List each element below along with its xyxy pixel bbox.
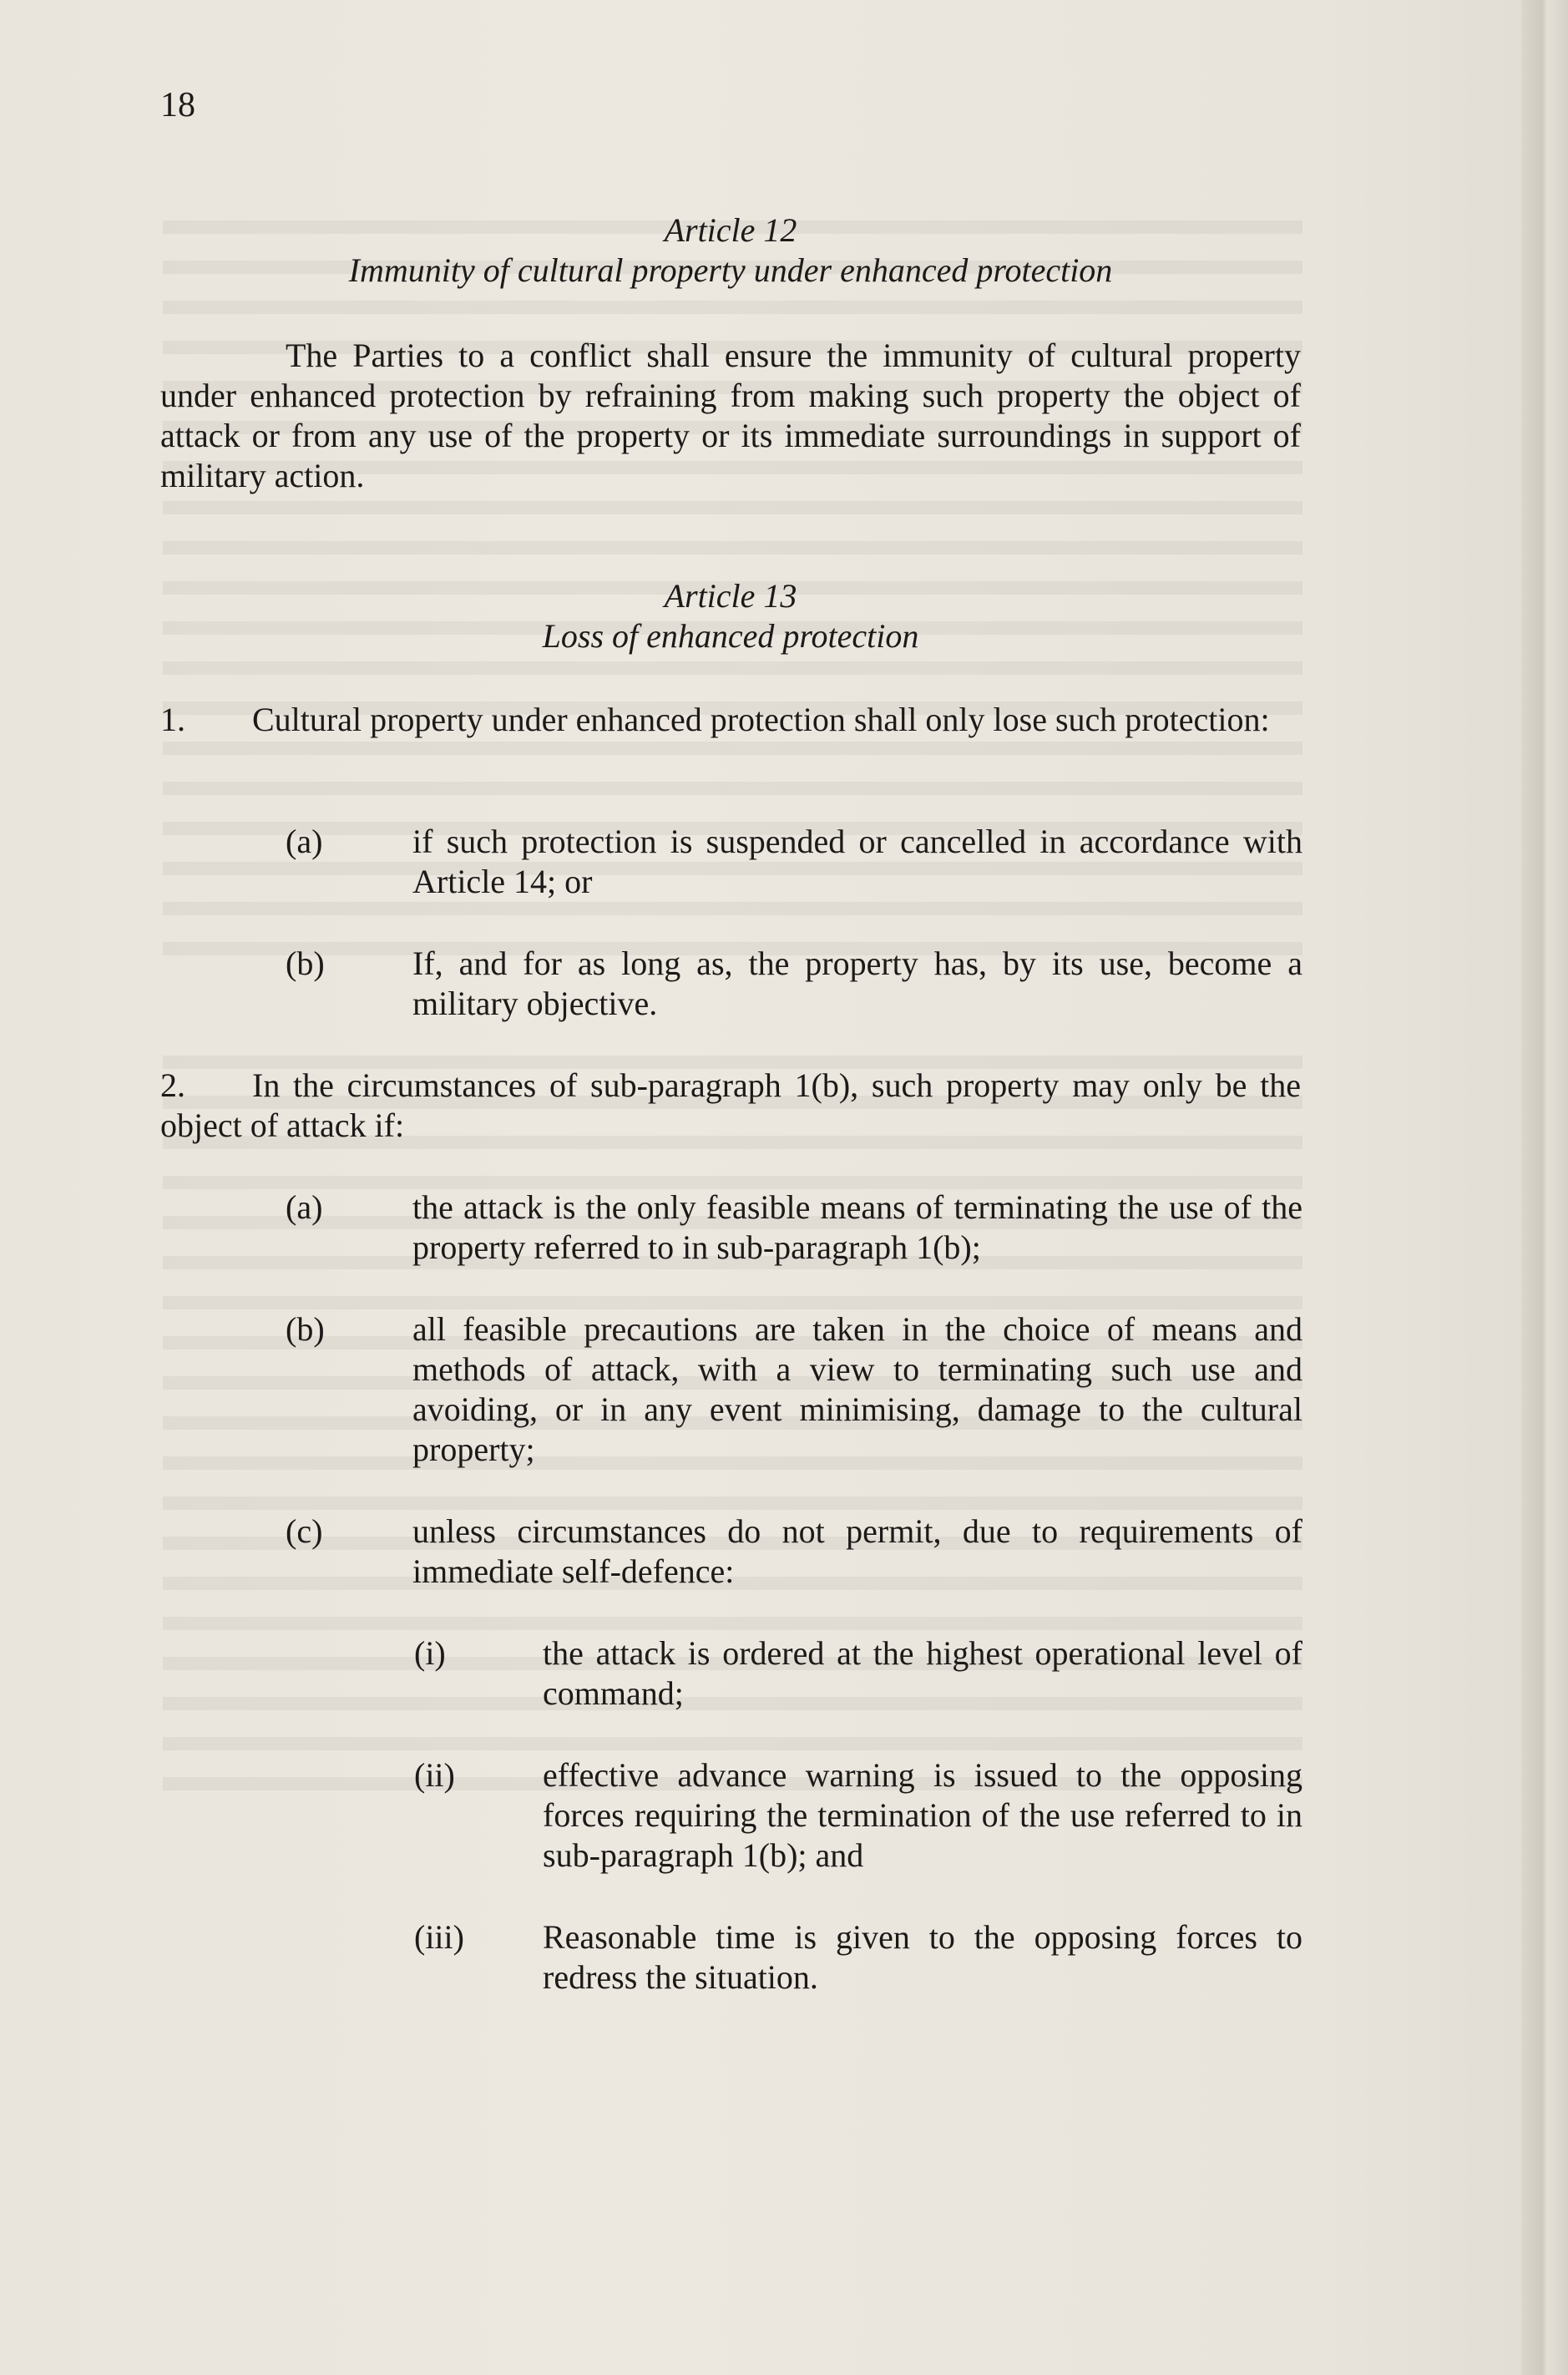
item-text: unless circumstances do not permit, due to requirements of immediate self-defence:: [412, 1512, 1302, 1590]
item-text: all feasible precautions are taken in the choice of means and methods of attack, with a view to terminating such use and avoiding, or in any event minimising, damage to the cultural property;: [412, 1310, 1302, 1468]
item-text: the attack is the only feasible means of terminating the use of the property referred to in sub-paragraph 1(b);: [412, 1188, 1302, 1266]
page-number: 18: [160, 86, 195, 124]
item-label: (b): [286, 944, 325, 982]
article-12-title: Article 12: [664, 211, 797, 249]
item-label: (iii): [414, 1918, 464, 1956]
item-text: If, and for as long as, the property has, by its use, become a military objective.: [412, 944, 1302, 1022]
item-label: (i): [414, 1634, 446, 1672]
item-label: (a): [286, 1188, 323, 1226]
item-text: if such protection is suspended or cancelled in accordance with Article 14; or: [412, 823, 1302, 900]
item-label: (c): [286, 1512, 323, 1550]
book-spine-edge: [1521, 0, 1568, 2375]
article-13-subtitle: Loss of enhanced protection: [542, 617, 919, 655]
paragraph-1-intro: 1. Cultural property under enhanced protection shall only lose such protection:: [160, 701, 1270, 738]
item-text: the attack is ordered at the highest operational level of command;: [543, 1634, 1302, 1712]
article-12-subtitle: Immunity of cultural property under enhanced protection: [348, 251, 1113, 289]
item-label: (b): [286, 1310, 325, 1348]
item-text: effective advance warning is issued to the opposing forces requiring the termination of the use referred to in sub-paragraph 1(b); and: [543, 1756, 1302, 1874]
article-12-body: The Parties to a conflict shall ensure the immunity of cultural property under enhanced protection by refraining from making such property the object of attack or from any use of the property or its immediate surroundings in support of military action.: [160, 337, 1301, 494]
item-text: Reasonable time is given to the opposing forces to redress the situation.: [543, 1918, 1302, 1996]
item-label: (ii): [414, 1756, 455, 1794]
paragraph-2-intro: 2. In the circumstances of sub-paragraph 1(b), such property may only be the object of attack if:: [160, 1066, 1301, 1144]
article-13-title: Article 13: [664, 577, 797, 615]
item-label: (a): [286, 823, 323, 860]
